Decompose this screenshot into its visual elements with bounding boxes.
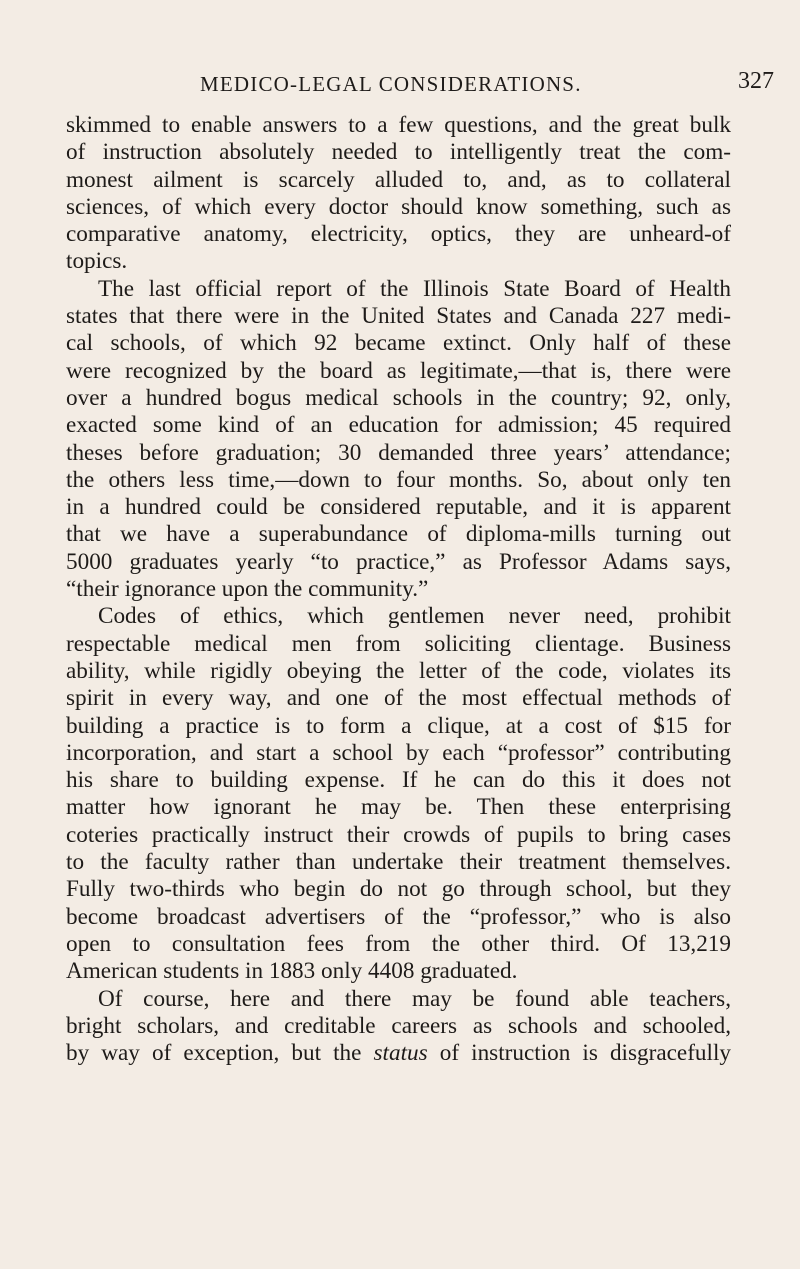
text-line: Fully two-thirds who begin do not go through school, but they	[66, 876, 731, 903]
line-segment: by way of exception, but the	[66, 1040, 362, 1067]
running-head: MEDICO-LEGAL CONSIDERATIONS.	[200, 72, 582, 96]
text-line: matter how ignorant he may be. Then these enterprising	[66, 794, 731, 821]
text-line: monest ailment is scarcely alluded to, and, as to collateral	[66, 166, 731, 193]
text-line: building a practice is to form a clique, at a cost of $15 for	[66, 712, 731, 739]
paragraph-start-line: Of course, here and there may be found able teachers,	[98, 985, 731, 1012]
text-line: that we have a superabundance of diploma-mills turning out	[66, 521, 731, 548]
text-line	[66, 1040, 731, 1067]
text-line: over a hundred bogus medical schools in the country; 92, only,	[66, 384, 731, 411]
text-line: to the faculty rather than undertake their treatment themselves.	[66, 849, 731, 876]
text-line: coteries practically instruct their crowds of pupils to bring cases	[66, 821, 731, 848]
text-line: respectable medical men from soliciting clientage. Business	[66, 630, 731, 657]
text-line: theses before graduation; 30 demanded three years’ attendance;	[66, 439, 731, 466]
text-line: open to consultation fees from the other third. Of 13,219	[66, 930, 731, 957]
text-line: American students in 1883 only 4408 graduated.	[66, 958, 518, 985]
text-line: the others less time,—down to four months. So, about only ten	[66, 466, 731, 493]
page-number: 327	[738, 68, 774, 94]
body-text	[66, 112, 731, 1067]
line-segment: of instruction is disgracefully	[439, 1040, 732, 1067]
text-line: incorporation, and start a school by each “professor” contributing	[66, 739, 731, 766]
text-line: bright scholars, and creditable careers as schools and schooled,	[66, 1012, 731, 1039]
text-line: 5000 graduates yearly “to practice,” as Professor Adams says,	[66, 548, 731, 575]
text-line: sciences, of which every doctor should know something, such as	[66, 193, 731, 220]
text-line: become broadcast advertisers of the “professor,” who is also	[66, 903, 731, 930]
text-line: ability, while rigidly obeying the letter of the code, violates its	[66, 657, 731, 684]
text-line: cal schools, of which 92 became extinct. Only half of these	[66, 330, 731, 357]
text-line: his share to building expense. If he can do this it does not	[66, 767, 731, 794]
text-line: in a hundred could be considered reputable, and it is apparent	[66, 494, 731, 521]
text-line: “their ignorance upon the community.”	[66, 576, 429, 603]
text-line: exacted some kind of an education for admission; 45 required	[66, 412, 731, 439]
text-line: were recognized by the board as legitimate,—that is, there were	[66, 357, 731, 384]
text-line: spirit in every way, and one of the most effectual methods of	[66, 685, 731, 712]
text-line: comparative anatomy, electricity, optics, they are unheard-of	[66, 221, 731, 248]
paragraph-start-line: Codes of ethics, which gentlemen never need, prohibit	[98, 603, 731, 630]
text-line: states that there were in the United States and Canada 227 medi-	[66, 303, 731, 330]
paragraph-start-line: The last official report of the Illinois State Board of Health	[98, 275, 731, 302]
italic-word: status	[373, 1040, 428, 1067]
text-line: skimmed to enable answers to a few questions, and the great bulk	[66, 112, 731, 138]
text-line: of instruction absolutely needed to intelligently treat the com-	[66, 139, 731, 166]
text-line: topics.	[66, 248, 128, 275]
